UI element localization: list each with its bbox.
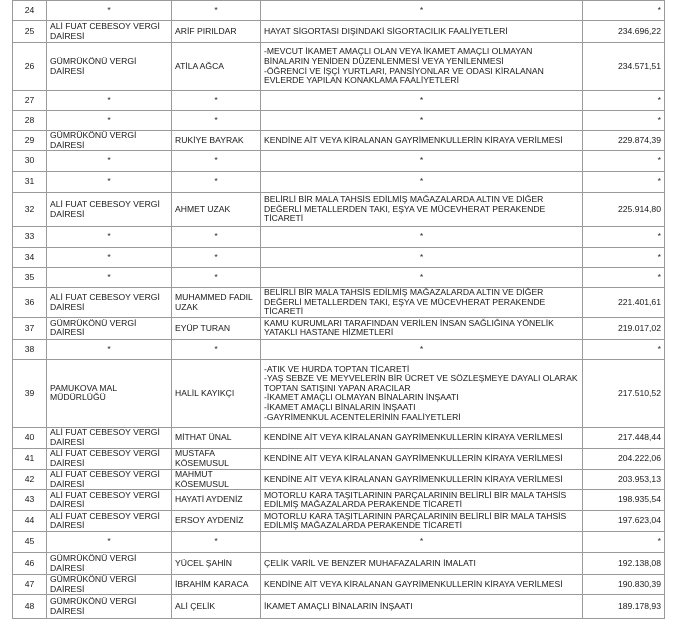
tax-amount: 234.696,22 (583, 21, 665, 43)
tax-office: PAMUKOVA MAL MÜDÜRLÜĞÜ (47, 359, 172, 427)
table-row (13, 288, 665, 318)
tax-amount: 204.222,06 (583, 448, 665, 469)
table-row (13, 151, 665, 172)
table-row (13, 43, 665, 91)
activity-line: * (419, 251, 424, 262)
tax-amount: * (583, 532, 665, 553)
activity-line: İKAMET AMAÇLI BİNALARIN İNŞAATI (264, 601, 413, 612)
activity-description (261, 43, 583, 91)
tax-office: GÜMRÜKÖNÜ VERGİ DAİRESİ (47, 575, 172, 595)
activity-line: * (419, 155, 424, 166)
tax-amount: 234.571,51 (583, 43, 665, 91)
activity-line: KENDİNE AİT VEYA KİRALANAN GAYRİMENKULLERİN KİRAYA VERİLMESİ (264, 432, 563, 443)
tax-office: ALİ FUAT CEBESOY VERGİ DAİRESİ (47, 288, 172, 318)
taxpayer-name: AHMET UZAK (172, 193, 261, 227)
activity-description (261, 111, 583, 131)
row-number: 40 (13, 427, 47, 448)
activity-line: * (419, 4, 424, 15)
table-row (13, 21, 665, 43)
activity-description (261, 91, 583, 111)
taxpayer-name: MAHMUT KÖSEMUSUL (172, 469, 261, 489)
table-row (13, 427, 665, 448)
tax-amount: 190.830,39 (583, 575, 665, 595)
taxpayer-name: * (172, 91, 261, 111)
tax-amount: * (583, 1, 665, 21)
taxpayer-name: * (172, 151, 261, 172)
activity-line: BELİRLİ BİR MALA TAHSİS EDİLMİŞ MAĞAZALARDA ALTIN VE DİĞER DEĞERLİ METALLERDEN TAKI, EŞYA VE MÜCEVHERAT PERAKENDE TİCARETİ (264, 194, 546, 224)
activity-line: * (419, 114, 424, 125)
table-row (13, 193, 665, 227)
taxpayer-name: MUSTAFA KÖSEMUSUL (172, 448, 261, 469)
table-row (13, 511, 665, 532)
activity-description (261, 448, 583, 469)
tax-amount: * (583, 111, 665, 131)
tax-office: GÜMRÜKÖNÜ VERGİ DAİRESİ (47, 43, 172, 91)
table-row (13, 227, 665, 248)
taxpayer-name: ALİ ÇELİK (172, 595, 261, 619)
table-row (13, 469, 665, 489)
tax-office: * (47, 268, 172, 288)
table-row (13, 553, 665, 575)
taxpayer-name: İBRAHİM KARACA (172, 575, 261, 595)
tax-amount: 217.510,52 (583, 359, 665, 427)
activity-description (261, 469, 583, 489)
row-number: 39 (13, 359, 47, 427)
tax-amount: 217.448,44 (583, 427, 665, 448)
taxpayer-name: * (172, 268, 261, 288)
activity-description (261, 511, 583, 532)
activity-line: KENDİNE AİT VEYA KİRALANAN GAYRİMENKULLERİN KİRAYA VERİLMESİ (264, 473, 563, 484)
table-body (13, 1, 665, 619)
table-row (13, 172, 665, 193)
taxpayer-table (12, 0, 665, 619)
table-row (13, 111, 665, 131)
table-row (13, 532, 665, 553)
tax-amount: 229.874,39 (583, 131, 665, 151)
activity-line: -ÖĞRENCİ VE İŞÇİ YURTLARI, PANSİYONLAR VE ODASI KİRALANAN EVLERDE YAPILAN KONAKLAMA FAALİYETLERİ (264, 65, 544, 86)
tax-amount: 192.138,08 (583, 553, 665, 575)
row-number: 30 (13, 151, 47, 172)
tax-office: ALİ FUAT CEBESOY VERGİ DAİRESİ (47, 490, 172, 511)
table-row (13, 339, 665, 359)
tax-office: * (47, 111, 172, 131)
table-row (13, 248, 665, 268)
activity-line: -MEVCUT İKAMET AMAÇLI OLAN VEYA İKAMET AMAÇLI OLMAYAN BİNALARIN YENİDEN DÜZENLENMESİ VEYA YENİLENMESİ (264, 46, 533, 66)
table-row (13, 91, 665, 111)
taxpayer-name: MİTHAT ÜNAL (172, 427, 261, 448)
table-row (13, 268, 665, 288)
row-number: 38 (13, 339, 47, 359)
activity-line: -GAYRİMENKUL ACENTELERİNİN FAALİYETLERİ (264, 411, 461, 422)
table-row (13, 359, 665, 427)
tax-office: * (47, 227, 172, 248)
table-row (13, 448, 665, 469)
activity-description (261, 131, 583, 151)
taxpayer-name: * (172, 172, 261, 193)
activity-description (261, 317, 583, 339)
tax-office: * (47, 172, 172, 193)
activity-line: * (419, 231, 424, 242)
row-number: 28 (13, 111, 47, 131)
tax-amount: * (583, 91, 665, 111)
tax-office: * (47, 1, 172, 21)
row-number: 37 (13, 317, 47, 339)
activity-line: * (419, 176, 424, 187)
taxpayer-name: MUHAMMED FADIL UZAK (172, 288, 261, 318)
activity-line: * (419, 343, 424, 354)
table-row (13, 1, 665, 21)
activity-line: * (419, 271, 424, 282)
activity-line: -İKAMET AMAÇLI BİNALARIN İNŞAATI (264, 402, 416, 413)
tax-office: ALİ FUAT CEBESOY VERGİ DAİRESİ (47, 448, 172, 469)
activity-line: KAMU KURUMLARI TARAFINDAN VERİLEN İNSAN SAĞLIĞINA YÖNELİK YATAKLI HASTANE HİZMETLERİ (264, 317, 554, 338)
activity-description (261, 595, 583, 619)
taxpayer-name: * (172, 532, 261, 553)
tax-office: * (47, 91, 172, 111)
activity-line: KENDİNE AİT VEYA KİRALANAN GAYRİMENKULLERİN KİRAYA VERİLMESİ (264, 134, 563, 145)
activity-line: * (419, 536, 424, 547)
taxpayer-name: * (172, 227, 261, 248)
row-number: 46 (13, 553, 47, 575)
activity-description (261, 248, 583, 268)
taxpayer-name: HALİL KAYIKÇI (172, 359, 261, 427)
activity-description (261, 288, 583, 318)
row-number: 34 (13, 248, 47, 268)
activity-line: MOTORLU KARA TAŞITLARININ PARÇALARININ BELİRLİ BİR MALA TAHSİS EDİLMİŞ MAĞAZALARDA PERAKENDE TİCARETİ (264, 510, 567, 531)
tax-amount: * (583, 227, 665, 248)
row-number: 24 (13, 1, 47, 21)
taxpayer-name: * (172, 248, 261, 268)
taxpayer-name: YÜCEL ŞAHİN (172, 553, 261, 575)
activity-line: HAYAT SİGORTASI DIŞINDAKİ SİGORTACILIK FAALİYETLERİ (264, 25, 508, 36)
activity-description (261, 553, 583, 575)
tax-office: ALİ FUAT CEBESOY VERGİ DAİRESİ (47, 193, 172, 227)
tax-office: ALİ FUAT CEBESOY VERGİ DAİRESİ (47, 427, 172, 448)
activity-description (261, 227, 583, 248)
row-number: 32 (13, 193, 47, 227)
activity-description (261, 151, 583, 172)
row-number: 44 (13, 511, 47, 532)
row-number: 29 (13, 131, 47, 151)
activity-description (261, 268, 583, 288)
row-number: 43 (13, 490, 47, 511)
table-row (13, 490, 665, 511)
activity-line: -İKAMET AMAÇLI OLMAYAN BİNALARIN İNŞAATI (264, 392, 459, 403)
tax-amount: 219.017,02 (583, 317, 665, 339)
row-number: 33 (13, 227, 47, 248)
tax-office: GÜMRÜKÖNÜ VERGİ DAİRESİ (47, 131, 172, 151)
table-row (13, 131, 665, 151)
activity-line: MOTORLU KARA TAŞITLARININ PARÇALARININ BELİRLİ BİR MALA TAHSİS EDİLMİŞ MAĞAZALARDA PERAKENDE TİCARETİ (264, 489, 567, 510)
activity-line: BELİRLİ BİR MALA TAHSİS EDİLMİŞ MAĞAZALARDA ALTIN VE DİĞER DEĞERLİ METALLERDEN TAKI, EŞYA VE MÜCEVHERAT PERAKENDE TİCARETİ (264, 287, 546, 317)
tax-amount: 189.178,93 (583, 595, 665, 619)
row-number: 25 (13, 21, 47, 43)
activity-line: KENDİNE AİT VEYA KİRALANAN GAYRİMENKULLERİN KİRAYA VERİLMESİ (264, 453, 563, 464)
tax-office: ALİ FUAT CEBESOY VERGİ DAİRESİ (47, 21, 172, 43)
row-number: 36 (13, 288, 47, 318)
tax-amount: 198.935,54 (583, 490, 665, 511)
tax-amount: 197.623,04 (583, 511, 665, 532)
tax-amount: * (583, 248, 665, 268)
tax-amount: * (583, 172, 665, 193)
tax-office: * (47, 339, 172, 359)
taxpayer-name: RUKİYE BAYRAK (172, 131, 261, 151)
row-number: 26 (13, 43, 47, 91)
taxpayer-name: ATİLA AĞCA (172, 43, 261, 91)
tax-office: ALİ FUAT CEBESOY VERGİ DAİRESİ (47, 469, 172, 489)
taxpayer-name: HAYATİ AYDENİZ (172, 490, 261, 511)
row-number: 41 (13, 448, 47, 469)
activity-line: ÇELİK VARİL VE BENZER MUHAFAZALARIN İMALATI (264, 557, 476, 568)
row-number: 35 (13, 268, 47, 288)
activity-line: KENDİNE AİT VEYA KİRALANAN GAYRİMENKULLERİN KİRAYA VERİLMESİ (264, 578, 563, 589)
taxpayer-name: * (172, 1, 261, 21)
activity-description (261, 427, 583, 448)
activity-line: -YAŞ SEBZE VE MEYVELERİN BİR ÜCRET VE SÖZLEŞMEYE DAYALI OLARAK TOPTAN SATIŞINI YAPAN ARACILAR (264, 373, 578, 393)
tax-amount: * (583, 339, 665, 359)
row-number: 27 (13, 91, 47, 111)
activity-description (261, 21, 583, 43)
tax-amount: 225.914,80 (583, 193, 665, 227)
tax-amount: 221.401,61 (583, 288, 665, 318)
row-number: 42 (13, 469, 47, 489)
activity-line: -ATIK VE HURDA TOPTAN TİCARETİ (264, 363, 410, 374)
tax-office: * (47, 151, 172, 172)
activity-description (261, 359, 583, 427)
tax-office: GÜMRÜKÖNÜ VERGİ DAİRESİ (47, 317, 172, 339)
activity-description (261, 193, 583, 227)
activity-description (261, 172, 583, 193)
tax-amount: 203.953,13 (583, 469, 665, 489)
row-number: 45 (13, 532, 47, 553)
row-number: 47 (13, 575, 47, 595)
tax-office: GÜMRÜKÖNÜ VERGİ DAİRESİ (47, 553, 172, 575)
tax-office: * (47, 248, 172, 268)
activity-line: * (419, 94, 424, 105)
table-row (13, 575, 665, 595)
tax-amount: * (583, 151, 665, 172)
taxpayer-name: ERSOY AYDENİZ (172, 511, 261, 532)
activity-description (261, 575, 583, 595)
tax-office: ALİ FUAT CEBESOY VERGİ DAİRESİ (47, 511, 172, 532)
tax-amount: * (583, 268, 665, 288)
taxpayer-name: ARİF PIRILDAR (172, 21, 261, 43)
taxpayer-name: * (172, 111, 261, 131)
row-number: 31 (13, 172, 47, 193)
table-row (13, 595, 665, 619)
taxpayer-name: EYÜP TURAN (172, 317, 261, 339)
row-number: 48 (13, 595, 47, 619)
tax-office: * (47, 532, 172, 553)
activity-description (261, 1, 583, 21)
taxpayer-name: * (172, 339, 261, 359)
activity-description (261, 490, 583, 511)
table-row (13, 317, 665, 339)
activity-description (261, 532, 583, 553)
activity-description (261, 339, 583, 359)
tax-office: GÜMRÜKÖNÜ VERGİ DAİRESİ (47, 595, 172, 619)
